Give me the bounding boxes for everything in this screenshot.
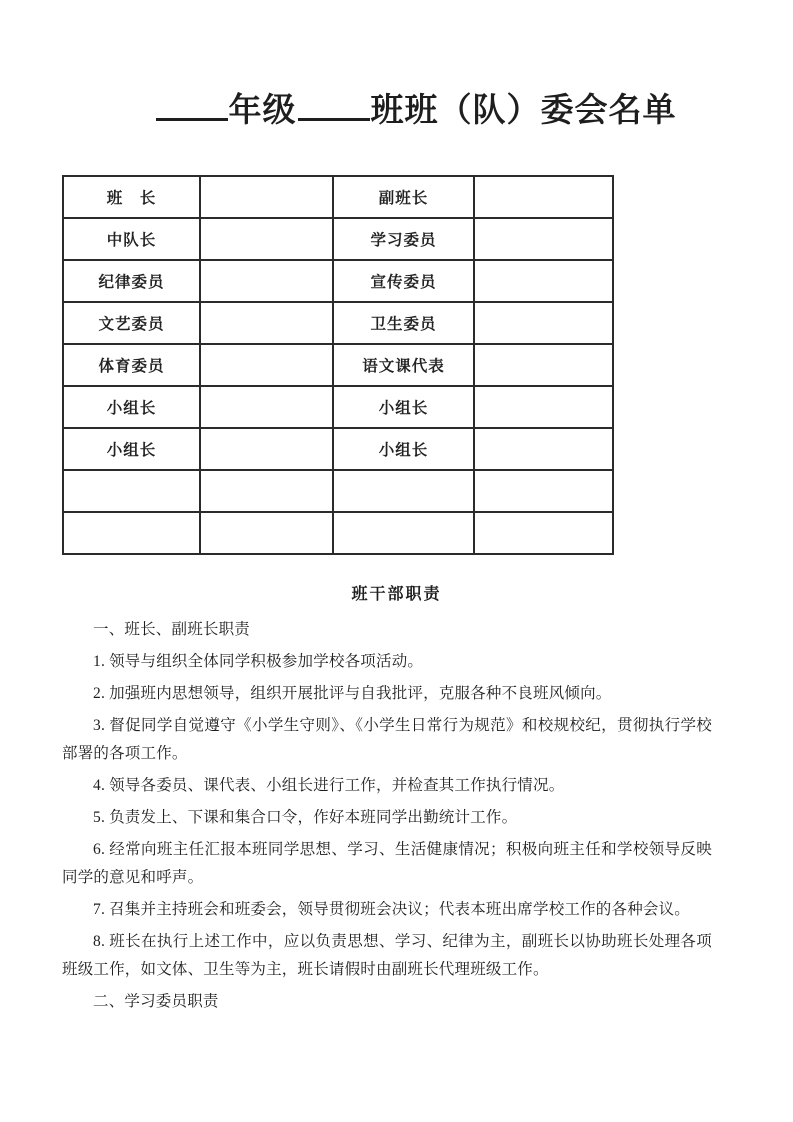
- name-entry-cell[interactable]: [474, 260, 613, 302]
- grade-blank-line[interactable]: [156, 118, 228, 121]
- duty-paragraph: 1. 领导与组织全体同学积极参加学校各项活动。: [93, 652, 424, 670]
- name-entry-cell[interactable]: [474, 386, 613, 428]
- name-entry-cell[interactable]: [63, 470, 200, 512]
- roster-row: [63, 470, 613, 512]
- role-label-cell: 纪律委员: [63, 260, 200, 302]
- role-label-cell: 文艺委员: [63, 302, 200, 344]
- duty-paragraph: 7. 召集并主持班会和班委会，领导贯彻班会决议；代表本班出席学校工作的各种会议。: [93, 900, 691, 918]
- duty-paragraph: 二、学习委员职责: [93, 992, 219, 1010]
- name-entry-cell[interactable]: [474, 428, 613, 470]
- document-title: [0, 0, 793, 133]
- role-label-cell: 卫生委员: [333, 302, 474, 344]
- title-grade-text: 年级: [228, 93, 297, 129]
- committee-roster-table: [62, 175, 614, 555]
- roster-row: [63, 218, 613, 260]
- name-entry-cell[interactable]: [474, 176, 613, 218]
- duty-paragraph: 3. 督促同学自觉遵守《小学生守则》、《小学生日常行为规范》和校规校纪，贯彻执行学校部署的各项工作。: [62, 716, 712, 762]
- role-label-cell: 语文课代表: [333, 344, 474, 386]
- role-label-cell: 小组长: [333, 386, 474, 428]
- name-entry-cell[interactable]: [474, 218, 613, 260]
- name-entry-cell[interactable]: [333, 512, 474, 554]
- name-entry-cell[interactable]: [474, 302, 613, 344]
- roster-row: [63, 428, 613, 470]
- roster-row: [63, 344, 613, 386]
- role-label-cell: 体育委员: [63, 344, 200, 386]
- duty-paragraph: 一、班长、副班长职责: [93, 620, 251, 638]
- duties-section-heading: 班干部职责: [351, 585, 442, 603]
- name-entry-cell[interactable]: [200, 302, 333, 344]
- name-entry-cell[interactable]: [200, 344, 333, 386]
- roster-row: [63, 302, 613, 344]
- roster-table-body: [63, 176, 613, 554]
- name-entry-cell[interactable]: [200, 260, 333, 302]
- role-label-cell: 学习委员: [333, 218, 474, 260]
- roster-row: [63, 512, 613, 554]
- role-label-cell: 班 长: [63, 176, 200, 218]
- name-entry-cell[interactable]: [63, 512, 200, 554]
- name-entry-cell[interactable]: [200, 176, 333, 218]
- roster-row: [63, 176, 613, 218]
- name-entry-cell[interactable]: [200, 428, 333, 470]
- name-entry-cell[interactable]: [333, 470, 474, 512]
- role-label-cell: 宣传委员: [333, 260, 474, 302]
- roster-row: [63, 386, 613, 428]
- role-label-cell: 副班长: [333, 176, 474, 218]
- duties-text-block: [62, 616, 712, 1016]
- name-entry-cell[interactable]: [474, 344, 613, 386]
- duty-paragraph: 6. 经常向班主任汇报本班同学思想、学习、生活健康情况；积极向班主任和学校领导反映同学的意见和呼声。: [62, 840, 712, 886]
- roster-row: [63, 260, 613, 302]
- role-label-cell: 小组长: [63, 428, 200, 470]
- role-label-cell: 小组长: [333, 428, 474, 470]
- role-label-cell: 中队长: [63, 218, 200, 260]
- duty-paragraph: 5. 负责发上、下课和集合口令，作好本班同学出勤统计工作。: [93, 808, 518, 826]
- title-committee-text: 班班（队）委会名单: [370, 93, 677, 129]
- name-entry-cell[interactable]: [200, 218, 333, 260]
- name-entry-cell[interactable]: [200, 512, 333, 554]
- name-entry-cell[interactable]: [474, 512, 613, 554]
- name-entry-cell[interactable]: [200, 386, 333, 428]
- duty-paragraph: 8. 班长在执行上述工作中，应以负责思想、学习、纪律为主，副班长以协助班长处理各项班级工作，如文体、卫生等为主，班长请假时由副班长代理班级工作。: [62, 932, 712, 978]
- role-label-cell: 小组长: [63, 386, 200, 428]
- duty-paragraph: 2. 加强班内思想领导，组织开展批评与自我批评，克服各种不良班风倾向。: [93, 684, 612, 702]
- name-entry-cell[interactable]: [474, 470, 613, 512]
- name-entry-cell[interactable]: [200, 470, 333, 512]
- class-blank-line[interactable]: [298, 118, 370, 121]
- duty-paragraph: 4. 领导各委员、课代表、小组长进行工作，并检查其工作执行情况。: [93, 776, 565, 794]
